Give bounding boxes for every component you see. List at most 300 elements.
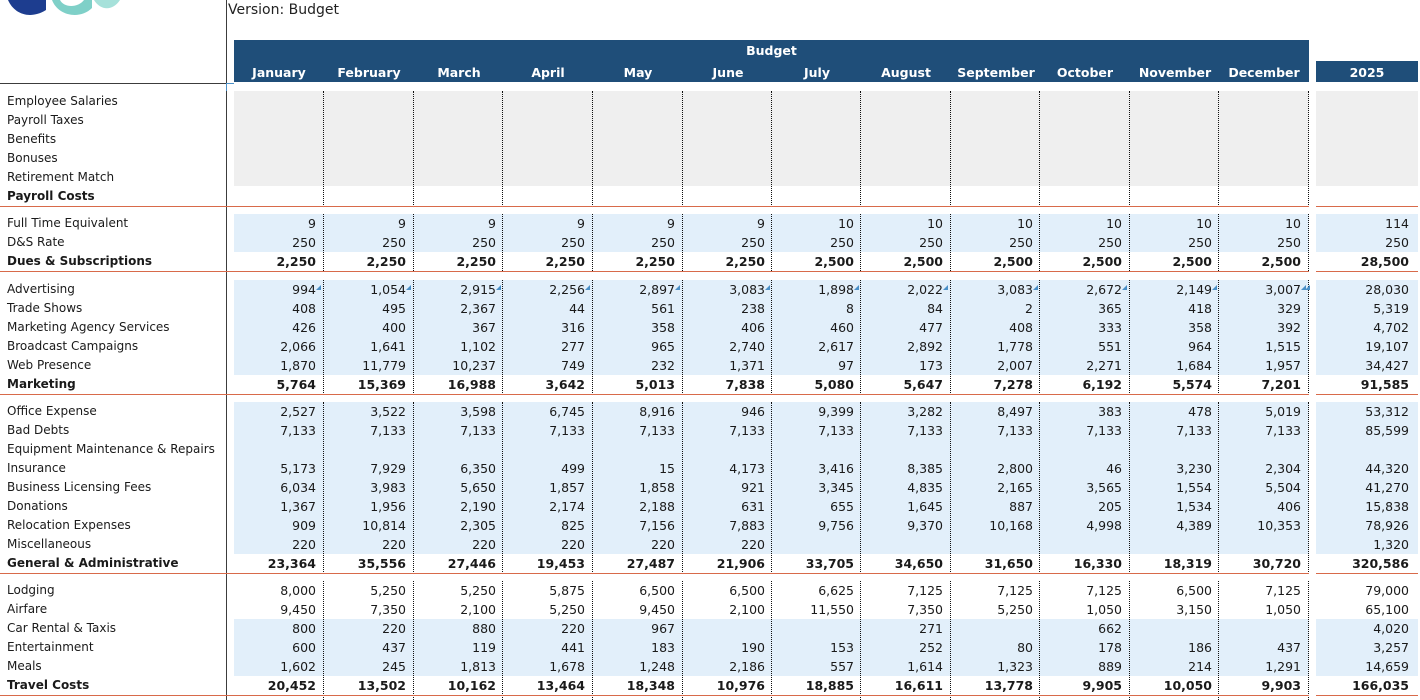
cell-october[interactable]: 2,672 xyxy=(1086,282,1122,297)
cell-july[interactable]: 9,756 xyxy=(818,518,854,533)
cell-april[interactable]: 1,678 xyxy=(549,659,585,674)
cell-july[interactable]: 9,399 xyxy=(818,404,854,419)
cell-july[interactable]: 11,550 xyxy=(810,602,854,617)
cell-october[interactable]: 662 xyxy=(1098,621,1122,636)
subtotal-row xyxy=(0,676,1420,695)
cell-total-2025: 250 xyxy=(1385,235,1409,250)
cell-september: 2,500 xyxy=(993,254,1033,269)
cell-september[interactable]: 5,250 xyxy=(997,602,1033,617)
cell-october[interactable]: 889 xyxy=(1098,659,1122,674)
cell-february[interactable]: 11,779 xyxy=(362,358,406,373)
cell-november[interactable]: 186 xyxy=(1188,640,1212,655)
cell-august[interactable]: 7,125 xyxy=(907,583,943,598)
cell-february[interactable]: 1,641 xyxy=(370,339,406,354)
row-label: Trade Shows xyxy=(7,301,83,315)
row-label: Benefits xyxy=(7,132,57,146)
cell-april[interactable]: 6,745 xyxy=(549,404,585,419)
cell-november[interactable]: 1,554 xyxy=(1176,480,1212,495)
row-label: Car Rental & Taxis xyxy=(7,621,117,635)
cell-november[interactable]: 478 xyxy=(1188,404,1212,419)
cell-november[interactable]: 6,500 xyxy=(1176,583,1212,598)
cell-february[interactable]: 220 xyxy=(382,621,406,636)
cell-may[interactable]: 967 xyxy=(651,621,675,636)
row-label: Equipment Maintenance & Repairs xyxy=(7,442,215,456)
cell-march[interactable]: 1,813 xyxy=(460,659,496,674)
cell-may: 27,487 xyxy=(626,556,675,571)
cell-november[interactable]: 1,684 xyxy=(1176,358,1212,373)
cell-september[interactable]: 1,323 xyxy=(997,659,1033,674)
cell-march[interactable]: 6,350 xyxy=(460,461,496,476)
cell-total-2025: 79,000 xyxy=(1365,583,1409,598)
cell-october[interactable]: 1,050 xyxy=(1086,602,1122,617)
cell-august[interactable]: 1,614 xyxy=(907,659,943,674)
comment-indicator-icon xyxy=(1033,285,1038,290)
table-row xyxy=(0,516,1420,535)
cell-november[interactable]: 964 xyxy=(1188,339,1212,354)
cell-september[interactable]: 10,168 xyxy=(989,518,1033,533)
month-header-may: May xyxy=(623,65,653,80)
table-row xyxy=(0,280,1420,299)
cell-february[interactable]: 400 xyxy=(382,320,406,335)
cell-april[interactable]: 499 xyxy=(561,461,585,476)
cell-may[interactable]: 2,188 xyxy=(639,499,675,514)
cell-december[interactable]: 3,007 xyxy=(1265,282,1301,297)
cell-february[interactable]: 250 xyxy=(382,235,406,250)
cell-december[interactable]: 5,504 xyxy=(1265,480,1301,495)
table-row xyxy=(0,214,1420,233)
cell-december[interactable]: 250 xyxy=(1277,235,1301,250)
cell-august[interactable]: 10 xyxy=(927,216,943,231)
cell-march[interactable]: 10,237 xyxy=(452,358,496,373)
cell-december[interactable]: 2,304 xyxy=(1265,461,1301,476)
cell-march[interactable]: 9 xyxy=(488,216,496,231)
cell-august: 16,611 xyxy=(894,678,943,693)
cell-march[interactable]: 220 xyxy=(472,537,496,552)
cell-july[interactable]: 3,416 xyxy=(818,461,854,476)
cell-january[interactable]: 408 xyxy=(292,301,316,316)
cell-december: 7,201 xyxy=(1261,377,1301,392)
cell-march[interactable]: 2,190 xyxy=(460,499,496,514)
cell-november[interactable]: 4,389 xyxy=(1176,518,1212,533)
cell-september[interactable]: 2 xyxy=(1025,301,1033,316)
comment-indicator-icon xyxy=(943,285,948,290)
table-row xyxy=(0,581,1420,600)
cell-february[interactable]: 7,929 xyxy=(370,461,406,476)
cell-december[interactable]: 329 xyxy=(1277,301,1301,316)
cell-november[interactable]: 10 xyxy=(1196,216,1212,231)
subtotal-separator xyxy=(0,271,1309,272)
cell-april[interactable]: 220 xyxy=(561,621,585,636)
cell-march[interactable]: 5,250 xyxy=(460,583,496,598)
cell-january[interactable]: 909 xyxy=(292,518,316,533)
cell-may[interactable]: 9 xyxy=(667,216,675,231)
cell-august[interactable]: 252 xyxy=(919,640,943,655)
table-row xyxy=(0,497,1420,516)
cell-august[interactable]: 1,645 xyxy=(907,499,943,514)
cell-october[interactable]: 46 xyxy=(1106,461,1122,476)
cell-december[interactable]: 5,019 xyxy=(1265,404,1301,419)
cell-july[interactable]: 6,625 xyxy=(818,583,854,598)
cell-august[interactable]: 3,282 xyxy=(907,404,943,419)
table-row xyxy=(0,638,1420,657)
cell-june[interactable]: 631 xyxy=(741,499,765,514)
cell-november[interactable]: 1,534 xyxy=(1176,499,1212,514)
cell-september[interactable]: 10 xyxy=(1017,216,1033,231)
cell-july[interactable]: 557 xyxy=(830,659,854,674)
cell-august[interactable]: 4,835 xyxy=(907,480,943,495)
cell-total-2025: 4,020 xyxy=(1373,621,1409,636)
cell-november[interactable]: 418 xyxy=(1188,301,1212,316)
cell-february[interactable]: 437 xyxy=(382,640,406,655)
cell-march[interactable]: 2,100 xyxy=(460,602,496,617)
cell-may[interactable]: 250 xyxy=(651,235,675,250)
cell-january[interactable]: 9,450 xyxy=(280,602,316,617)
table-row xyxy=(0,299,1420,318)
cell-january[interactable]: 5,173 xyxy=(280,461,316,476)
cell-june[interactable]: 1,371 xyxy=(729,358,765,373)
row-label: Insurance xyxy=(7,461,66,475)
cell-june[interactable]: 238 xyxy=(741,301,765,316)
cell-april: 2,250 xyxy=(545,254,585,269)
cell-may[interactable]: 8,916 xyxy=(639,404,675,419)
cell-may[interactable]: 9,450 xyxy=(639,602,675,617)
subtotal-row xyxy=(0,375,1420,394)
cell-june[interactable]: 190 xyxy=(741,640,765,655)
cell-june[interactable]: 2,100 xyxy=(729,602,765,617)
cell-july[interactable]: 153 xyxy=(830,640,854,655)
cell-february[interactable]: 5,250 xyxy=(370,583,406,598)
cell-june[interactable]: 6,500 xyxy=(729,583,765,598)
cell-december[interactable]: 10 xyxy=(1285,216,1301,231)
cell-july: 18,885 xyxy=(805,678,854,693)
cell-august[interactable]: 477 xyxy=(919,320,943,335)
cell-april[interactable]: 2,174 xyxy=(549,499,585,514)
cell-february[interactable]: 495 xyxy=(382,301,406,316)
cell-october[interactable]: 383 xyxy=(1098,404,1122,419)
cell-august[interactable]: 9,370 xyxy=(907,518,943,533)
cell-january[interactable]: 9 xyxy=(308,216,316,231)
cell-september[interactable]: 3,083 xyxy=(997,282,1033,297)
cell-total-2025: 53,312 xyxy=(1365,404,1409,419)
cell-february[interactable]: 9 xyxy=(398,216,406,231)
cell-november: 5,574 xyxy=(1172,377,1212,392)
cell-july: 2,500 xyxy=(814,254,854,269)
cell-june[interactable]: 7,133 xyxy=(729,423,765,438)
cell-april[interactable]: 7,133 xyxy=(549,423,585,438)
cell-april[interactable]: 44 xyxy=(569,301,585,316)
cell-august[interactable]: 2,892 xyxy=(907,339,943,354)
cell-march[interactable]: 119 xyxy=(472,640,496,655)
cell-march[interactable]: 2,915 xyxy=(460,282,496,297)
cell-may[interactable]: 220 xyxy=(651,537,675,552)
cell-may[interactable]: 7,133 xyxy=(639,423,675,438)
cell-september[interactable]: 7,133 xyxy=(997,423,1033,438)
cell-september[interactable]: 2,800 xyxy=(997,461,1033,476)
row-label: Retirement Match xyxy=(7,170,115,184)
frozen-pane-horizontal-divider xyxy=(0,83,226,84)
cell-november[interactable]: 2,149 xyxy=(1176,282,1212,297)
cell-april[interactable]: 9 xyxy=(577,216,585,231)
cell-september[interactable]: 1,778 xyxy=(997,339,1033,354)
row-label: General & Administrative xyxy=(7,556,179,570)
cell-august[interactable]: 7,133 xyxy=(907,423,943,438)
cell-december[interactable]: 437 xyxy=(1277,640,1301,655)
cell-october[interactable]: 333 xyxy=(1098,320,1122,335)
cell-august[interactable]: 8,385 xyxy=(907,461,943,476)
cell-january[interactable]: 994 xyxy=(292,282,316,297)
cell-february[interactable]: 10,814 xyxy=(362,518,406,533)
cell-october[interactable]: 250 xyxy=(1098,235,1122,250)
cell-december[interactable]: 1,515 xyxy=(1265,339,1301,354)
subtotal-separator xyxy=(1316,695,1418,696)
cell-december[interactable]: 1,291 xyxy=(1265,659,1301,674)
cell-february[interactable]: 1,054 xyxy=(370,282,406,297)
cell-may[interactable]: 2,897 xyxy=(639,282,675,297)
cell-february[interactable]: 1,956 xyxy=(370,499,406,514)
cell-june[interactable]: 4,173 xyxy=(729,461,765,476)
cell-april[interactable]: 441 xyxy=(561,640,585,655)
comment-indicator-icon xyxy=(854,285,859,290)
cell-august[interactable]: 2,022 xyxy=(907,282,943,297)
cell-august[interactable]: 84 xyxy=(927,301,943,316)
cell-july[interactable]: 10 xyxy=(838,216,854,231)
cell-june[interactable]: 2,740 xyxy=(729,339,765,354)
cell-october[interactable]: 178 xyxy=(1098,640,1122,655)
row-label: Employee Salaries xyxy=(7,94,118,108)
cell-november[interactable]: 250 xyxy=(1188,235,1212,250)
cell-september[interactable]: 250 xyxy=(1009,235,1033,250)
cell-march[interactable]: 5,650 xyxy=(460,480,496,495)
subtotal-row xyxy=(0,187,1420,206)
row-label: Marketing Agency Services xyxy=(7,320,170,334)
month-header-april: April xyxy=(531,65,565,80)
cell-february[interactable]: 245 xyxy=(382,659,406,674)
cell-october[interactable]: 7,133 xyxy=(1086,423,1122,438)
table-row xyxy=(0,318,1420,337)
cell-november: 2,500 xyxy=(1172,254,1212,269)
cell-july[interactable]: 3,345 xyxy=(818,480,854,495)
cell-december[interactable]: 10,353 xyxy=(1257,518,1301,533)
cell-august[interactable]: 173 xyxy=(919,358,943,373)
table-row xyxy=(0,600,1420,619)
table-row xyxy=(0,92,1420,111)
cell-april[interactable]: 5,250 xyxy=(549,602,585,617)
cell-total-2025: 28,030 xyxy=(1365,282,1409,297)
cell-total-2025: 1,320 xyxy=(1373,537,1409,552)
cell-june[interactable]: 2,186 xyxy=(729,659,765,674)
cell-may[interactable]: 6,500 xyxy=(639,583,675,598)
budget-header-title: Budget xyxy=(746,43,797,58)
cell-january[interactable]: 1,367 xyxy=(280,499,316,514)
cell-may[interactable]: 232 xyxy=(651,358,675,373)
cell-january[interactable]: 7,133 xyxy=(280,423,316,438)
cell-january: 5,764 xyxy=(276,377,316,392)
cell-november[interactable]: 214 xyxy=(1188,659,1212,674)
cell-september[interactable]: 2,165 xyxy=(997,480,1033,495)
cell-may[interactable]: 965 xyxy=(651,339,675,354)
cell-december[interactable]: 1,957 xyxy=(1265,358,1301,373)
table-row xyxy=(0,421,1420,440)
cell-november[interactable]: 7,133 xyxy=(1176,423,1212,438)
cell-may[interactable]: 1,248 xyxy=(639,659,675,674)
comment-indicator-icon xyxy=(316,285,321,290)
cell-april[interactable]: 250 xyxy=(561,235,585,250)
cell-july[interactable]: 1,898 xyxy=(818,282,854,297)
cell-march[interactable]: 2,305 xyxy=(460,518,496,533)
subtotal-separator xyxy=(0,206,1309,207)
cell-october[interactable]: 365 xyxy=(1098,301,1122,316)
table-row xyxy=(0,111,1420,130)
cell-october: 9,905 xyxy=(1082,678,1122,693)
cell-october[interactable]: 551 xyxy=(1098,339,1122,354)
cell-total-2025: 91,585 xyxy=(1360,377,1409,392)
cell-september[interactable]: 7,125 xyxy=(997,583,1033,598)
cell-july[interactable]: 97 xyxy=(838,358,854,373)
cell-september[interactable]: 80 xyxy=(1017,640,1033,655)
cell-may[interactable]: 561 xyxy=(651,301,675,316)
cell-march: 2,250 xyxy=(456,254,496,269)
row-label: Travel Costs xyxy=(7,678,90,692)
cell-march[interactable]: 250 xyxy=(472,235,496,250)
subtotal-row xyxy=(0,554,1420,573)
cell-june[interactable]: 946 xyxy=(741,404,765,419)
cell-december[interactable]: 406 xyxy=(1277,499,1301,514)
cell-april[interactable]: 749 xyxy=(561,358,585,373)
cell-december[interactable]: 392 xyxy=(1277,320,1301,335)
cell-february[interactable]: 220 xyxy=(382,537,406,552)
cell-october[interactable]: 2,271 xyxy=(1086,358,1122,373)
cell-march[interactable]: 7,133 xyxy=(460,423,496,438)
cell-june[interactable]: 921 xyxy=(741,480,765,495)
cell-january: 23,364 xyxy=(267,556,316,571)
cell-september[interactable]: 887 xyxy=(1009,499,1033,514)
cell-april[interactable]: 316 xyxy=(561,320,585,335)
cell-october[interactable]: 3,565 xyxy=(1086,480,1122,495)
cell-june[interactable]: 250 xyxy=(741,235,765,250)
cell-march[interactable]: 367 xyxy=(472,320,496,335)
cell-april[interactable]: 2,256 xyxy=(549,282,585,297)
cell-august[interactable]: 250 xyxy=(919,235,943,250)
cell-january[interactable]: 1,602 xyxy=(280,659,316,674)
cell-april[interactable]: 220 xyxy=(561,537,585,552)
company-logo xyxy=(0,0,130,24)
month-header-september: September xyxy=(957,65,1035,80)
cell-june[interactable]: 7,883 xyxy=(729,518,765,533)
cell-april[interactable]: 277 xyxy=(561,339,585,354)
cell-january[interactable]: 8,000 xyxy=(280,583,316,598)
cell-january[interactable]: 220 xyxy=(292,537,316,552)
row-label: Donations xyxy=(7,499,68,513)
cell-march[interactable]: 3,598 xyxy=(460,404,496,419)
cell-july[interactable]: 2,617 xyxy=(818,339,854,354)
cell-august: 2,500 xyxy=(903,254,943,269)
table-row xyxy=(0,478,1420,497)
cell-may[interactable]: 15 xyxy=(659,461,675,476)
cell-january[interactable]: 600 xyxy=(292,640,316,655)
cell-june[interactable]: 3,083 xyxy=(729,282,765,297)
cell-october[interactable]: 7,125 xyxy=(1086,583,1122,598)
row-label: Miscellaneous xyxy=(7,537,92,551)
cell-february: 13,502 xyxy=(357,678,406,693)
subtotal-row xyxy=(0,252,1420,271)
month-header-june: June xyxy=(712,65,744,80)
cell-may[interactable]: 358 xyxy=(651,320,675,335)
subtotal-separator xyxy=(0,573,1309,574)
row-label: Bad Debts xyxy=(7,423,70,437)
cell-june[interactable]: 406 xyxy=(741,320,765,335)
cell-february[interactable]: 3,983 xyxy=(370,480,406,495)
cell-november[interactable]: 358 xyxy=(1188,320,1212,335)
cell-january[interactable]: 426 xyxy=(292,320,316,335)
cell-august[interactable]: 271 xyxy=(919,621,943,636)
cell-july[interactable]: 8 xyxy=(846,301,854,316)
cell-july[interactable]: 250 xyxy=(830,235,854,250)
cell-april[interactable]: 1,857 xyxy=(549,480,585,495)
cell-may[interactable]: 7,156 xyxy=(639,518,675,533)
cell-july[interactable]: 460 xyxy=(830,320,854,335)
cell-february[interactable]: 7,350 xyxy=(370,602,406,617)
cell-june[interactable]: 9 xyxy=(757,216,765,231)
cell-august[interactable]: 7,350 xyxy=(907,602,943,617)
cell-january[interactable]: 2,527 xyxy=(280,404,316,419)
cell-march[interactable]: 880 xyxy=(472,621,496,636)
cell-november[interactable]: 3,150 xyxy=(1176,602,1212,617)
row-label: Bonuses xyxy=(7,151,58,165)
cell-april[interactable]: 825 xyxy=(561,518,585,533)
cell-february[interactable]: 7,133 xyxy=(370,423,406,438)
comment-indicator-icon xyxy=(1212,285,1217,290)
cell-april[interactable]: 5,875 xyxy=(549,583,585,598)
cell-december[interactable]: 7,133 xyxy=(1265,423,1301,438)
cell-may[interactable]: 183 xyxy=(651,640,675,655)
cell-january[interactable]: 2,066 xyxy=(280,339,316,354)
cell-december[interactable]: 1,050 xyxy=(1265,602,1301,617)
cell-january[interactable]: 6,034 xyxy=(280,480,316,495)
cell-december[interactable]: 7,125 xyxy=(1265,583,1301,598)
cell-october[interactable]: 4,998 xyxy=(1086,518,1122,533)
cell-september: 13,778 xyxy=(984,678,1033,693)
row-label: Payroll Taxes xyxy=(7,113,84,127)
cell-january[interactable]: 250 xyxy=(292,235,316,250)
cell-september[interactable]: 408 xyxy=(1009,320,1033,335)
cell-january[interactable]: 1,870 xyxy=(280,358,316,373)
cell-september[interactable]: 2,007 xyxy=(997,358,1033,373)
cell-may[interactable]: 1,858 xyxy=(639,480,675,495)
cell-october[interactable]: 205 xyxy=(1098,499,1122,514)
cell-october[interactable]: 10 xyxy=(1106,216,1122,231)
cell-january[interactable]: 800 xyxy=(292,621,316,636)
row-label: Entertainment xyxy=(7,640,94,654)
cell-september[interactable]: 8,497 xyxy=(997,404,1033,419)
version-label: Version: Budget xyxy=(228,2,340,18)
cell-february[interactable]: 3,522 xyxy=(370,404,406,419)
cell-july[interactable]: 7,133 xyxy=(818,423,854,438)
cell-june[interactable]: 220 xyxy=(741,537,765,552)
cell-november[interactable]: 3,230 xyxy=(1176,461,1212,476)
cell-september: 31,650 xyxy=(984,556,1033,571)
cell-march[interactable]: 1,102 xyxy=(460,339,496,354)
cell-july[interactable]: 655 xyxy=(830,499,854,514)
cell-july: 33,705 xyxy=(805,556,854,571)
cell-january: 20,452 xyxy=(267,678,316,693)
cell-june: 10,976 xyxy=(716,678,765,693)
cell-october: 2,500 xyxy=(1082,254,1122,269)
cell-total-2025: 14,659 xyxy=(1365,659,1409,674)
cell-total-2025: 114 xyxy=(1385,216,1409,231)
cell-november: 10,050 xyxy=(1163,678,1212,693)
cell-march[interactable]: 2,367 xyxy=(460,301,496,316)
cell-may: 2,250 xyxy=(635,254,675,269)
